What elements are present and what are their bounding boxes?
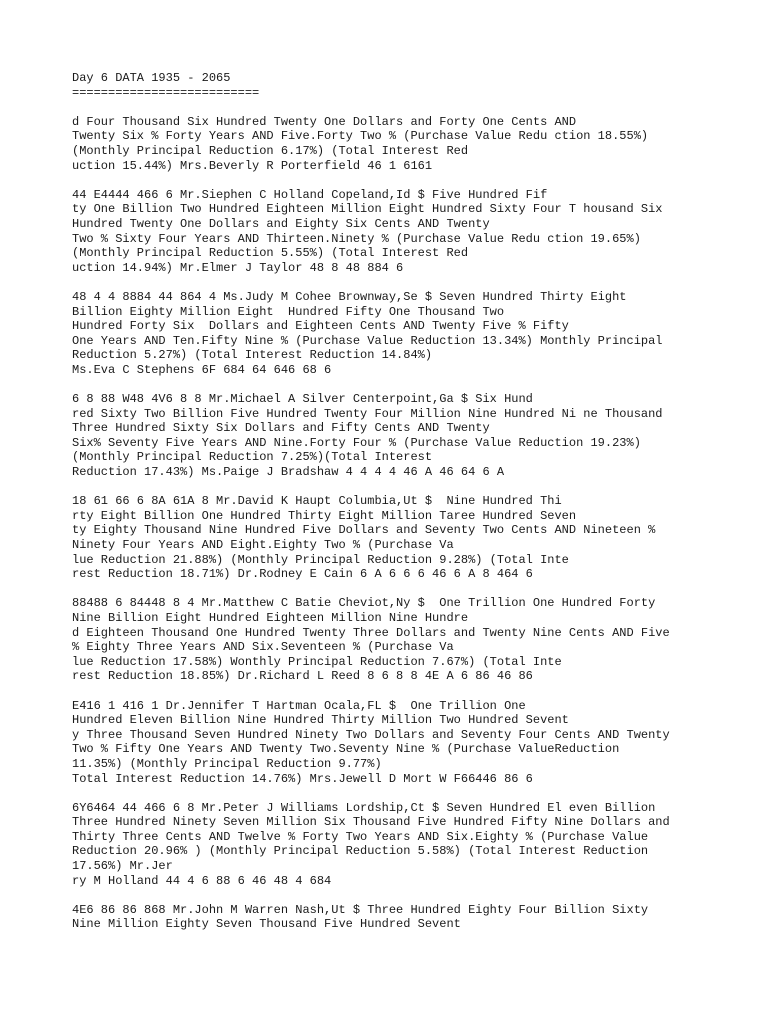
record-line: rty Eight Billion One Hundred Thirty Eight Million Taree Hundred Seven xyxy=(72,508,577,523)
record-line: ry M Holland 44 4 6 88 6 46 48 4 684 xyxy=(72,873,332,888)
record-block xyxy=(72,596,752,684)
record-line: Three Hundred Ninety Seven Million Six Thousand Five Hundred Fifty Nine Dollars and xyxy=(72,815,670,830)
record-line: Two % Sixty Four Years AND Thirteen.Ninety % (Purchase Value Redu ction 19.65%) xyxy=(72,231,641,246)
record-line: Total Interest Reduction 14.76%) Mrs.Jewell D Mort W F66446 86 6 xyxy=(72,771,533,786)
record-block xyxy=(72,699,752,787)
record-line: Hundred Eleven Billion Nine Hundred Thirty Million Two Hundred Sevent xyxy=(72,713,569,728)
record-line: One Years AND Ten.Fifty Nine % (Purchase Value Reduction 13.34%) Monthly Principal xyxy=(72,333,663,348)
record-block xyxy=(72,801,752,889)
record-line: Nine Billion Eight Hundred Eighteen Million Nine Hundre xyxy=(72,610,469,625)
record-line: Billion Eighty Million Eight Hundred Fifty One Thousand Two xyxy=(72,304,505,319)
record-line: Hundred Forty Six Dollars and Eighteen Cents AND Twenty Five % Fifty xyxy=(72,319,569,334)
record-line: 6Y6464 44 466 6 8 Mr.Peter J Williams Lordship,Ct $ Seven Hundred El even Billion xyxy=(72,800,656,815)
record-line: uction 14.94%) Mr.Elmer J Taylor 48 8 48 884 6 xyxy=(72,260,404,275)
record-line: 44 E4444 466 6 Mr.Siephen C Holland Copeland,Id $ Five Hundred Fif xyxy=(72,187,548,202)
record-line: lue Reduction 21.88%) (Monthly Principal Reduction 9.28%) (Total Inte xyxy=(72,552,569,567)
record-line: ty One Billion Two Hundred Eighteen Million Eight Hundred Sixty Four T housand Six xyxy=(72,202,663,217)
record-line: ty Eighty Thousand Nine Hundred Five Dollars and Seventy Two Cents AND Nineteen % xyxy=(72,523,656,538)
record-line: rest Reduction 18.85%) Dr.Richard L Reed 8 6 8 8 4E A 6 86 46 86 xyxy=(72,669,533,684)
record-line: y Three Thousand Seven Hundred Ninety Two Dollars and Seventy Four Cents AND Twenty xyxy=(72,727,670,742)
document-title: Day 6 DATA 1935 - 2065 xyxy=(72,71,231,85)
record-line: lue Reduction 17.58%) Wonthly Principal Reduction 7.67%) (Total Inte xyxy=(72,654,562,669)
record-line: Two % Fifty One Years AND Twenty Two.Seventy Nine % (Purchase ValueReduction xyxy=(72,742,620,757)
record-line: Twenty Six % Forty Years AND Five.Forty Two % (Purchase Value Redu ction 18.55%) xyxy=(72,129,649,144)
record-line: Three Hundred Sixty Six Dollars and Fifty Cents AND Twenty xyxy=(72,421,490,436)
record-line: Reduction 5.27%) (Total Interest Reduction 14.84%) xyxy=(72,348,433,363)
record-line: uction 15.44%) Mrs.Beverly R Porterfield 46 1 6161 xyxy=(72,158,433,173)
record-line: (Monthly Principal Reduction 7.25%)(Total Interest xyxy=(72,450,433,465)
record-line: 6 8 88 W48 4V6 8 8 Mr.Michael A Silver Centerpoint,Ga $ Six Hund xyxy=(72,392,533,407)
record-line: (Monthly Principal Reduction 6.17%) (Total Interest Red xyxy=(72,143,469,158)
record-line: Nine Million Eighty Seven Thousand Five Hundred Sevent xyxy=(72,917,461,932)
record-line: red Sixty Two Billion Five Hundred Twenty Four Million Nine Hundred Ni ne Thousand xyxy=(72,406,663,421)
record-block xyxy=(72,290,752,378)
document-header xyxy=(72,71,752,100)
record-line: Ms.Eva C Stephens 6F 684 64 646 68 6 xyxy=(72,362,332,377)
record-line: d Eighteen Thousand One Hundred Twenty Three Dollars and Twenty Nine Cents AND Five xyxy=(72,625,670,640)
record-line: E416 1 416 1 Dr.Jennifer T Hartman Ocala,FL $ One Trillion One xyxy=(72,698,526,713)
record-line: rest Reduction 18.71%) Dr.Rodney E Cain 6 A 6 6 6 46 6 A 8 464 6 xyxy=(72,567,533,582)
record-line: Six% Seventy Five Years AND Nine.Forty Four % (Purchase Value Reduction 19.23%) xyxy=(72,435,641,450)
record-line: 17.56%) Mr.Jer xyxy=(72,859,173,874)
record-line: Hundred Twenty One Dollars and Eighty Six Cents AND Twenty xyxy=(72,216,490,231)
record-line: 11.35%) (Monthly Principal Reduction 9.77%) xyxy=(72,756,382,771)
record-line: 48 4 4 8884 44 864 4 Ms.Judy M Cohee Brownway,Se $ Seven Hundred Thirty Eight xyxy=(72,289,627,304)
document-page xyxy=(72,71,752,947)
record-line: Reduction 20.96% ) (Monthly Principal Reduction 5.58%) (Total Interest Reduction xyxy=(72,844,649,859)
record-line: 88488 6 84448 8 4 Mr.Matthew C Batie Cheviot,Ny $ One Trillion One Hundred Forty xyxy=(72,596,656,611)
record-line: % Eighty Three Years AND Six.Seventeen % (Purchase Va xyxy=(72,640,454,655)
record-line: 18 61 66 6 8A 61A 8 Mr.David K Haupt Columbia,Ut $ Nine Hundred Thi xyxy=(72,494,562,509)
record-block xyxy=(72,188,752,276)
title-underline: ========================== xyxy=(72,85,260,100)
record-block xyxy=(72,903,752,932)
record-line: d Four Thousand Six Hundred Twenty One Dollars and Forty One Cents AND xyxy=(72,114,577,129)
record-block xyxy=(72,392,752,480)
record-line: Reduction 17.43%) Ms.Paige J Bradshaw 4 4 4 4 46 A 46 64 6 A xyxy=(72,465,505,480)
record-line: Ninety Four Years AND Eight.Eighty Two % (Purchase Va xyxy=(72,538,454,552)
record-line: (Monthly Principal Reduction 5.55%) (Total Interest Red xyxy=(72,246,469,261)
record-block xyxy=(72,494,752,582)
record-block xyxy=(72,115,752,173)
record-line: 4E6 86 86 868 Mr.John M Warren Nash,Ut $ Three Hundred Eighty Four Billion Sixty xyxy=(72,902,649,917)
record-line: Thirty Three Cents AND Twelve % Forty Two Years AND Six.Eighty % (Purchase Value xyxy=(72,829,649,844)
record-list xyxy=(72,115,752,932)
